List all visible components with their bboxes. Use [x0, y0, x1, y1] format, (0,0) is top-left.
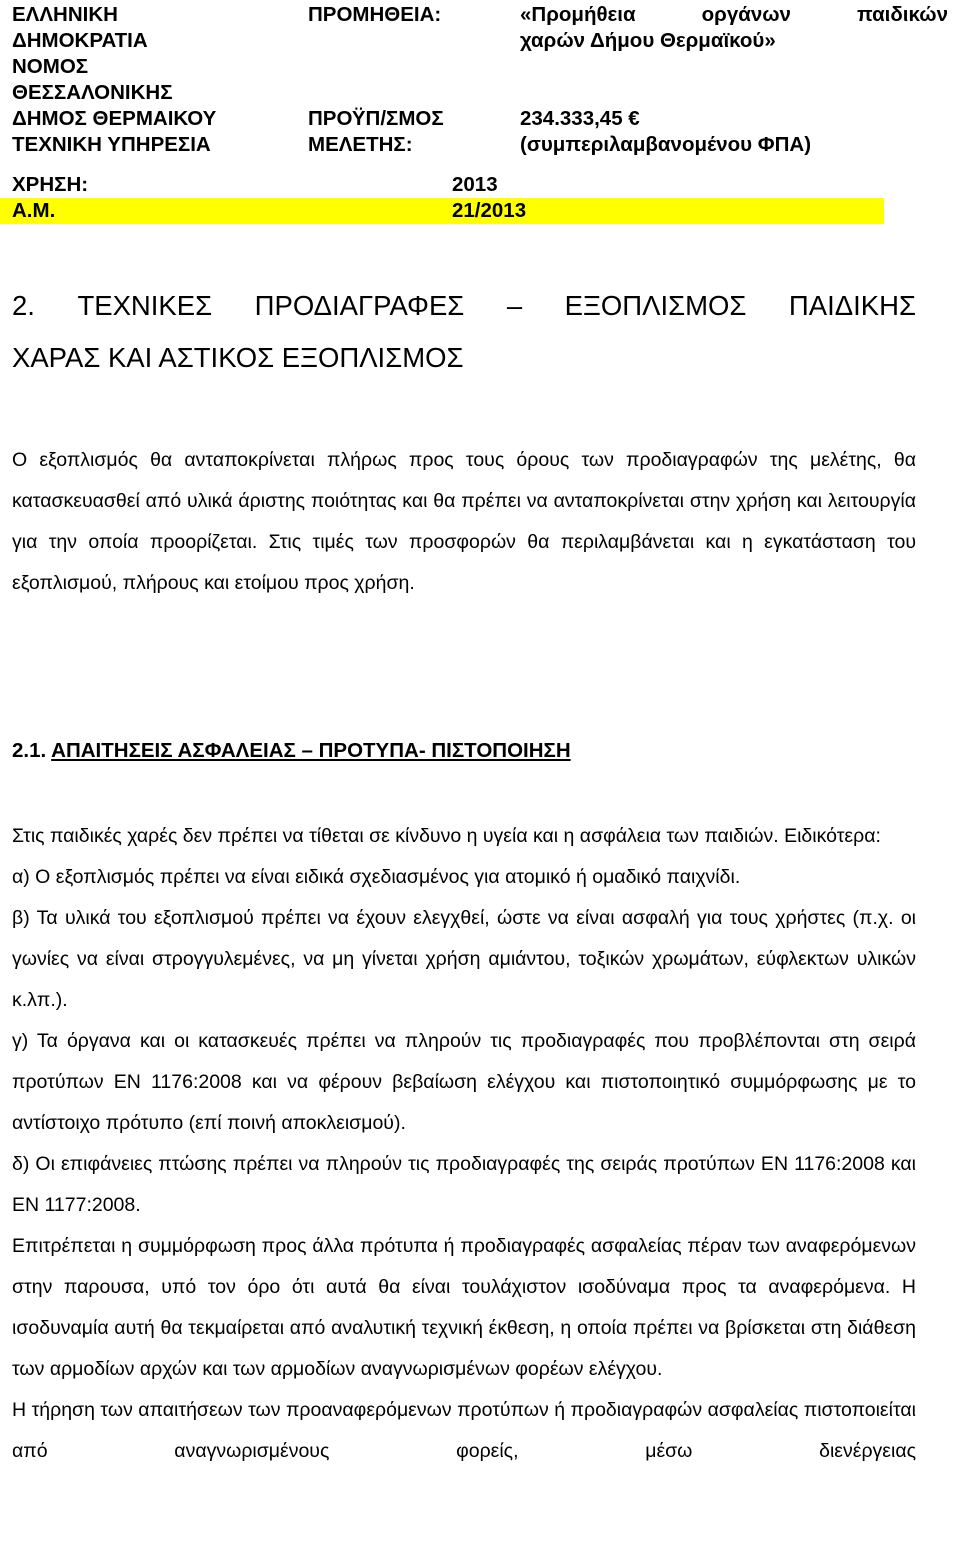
intro-paragraph: [12, 440, 916, 604]
header-row-4: [12, 80, 948, 106]
subsection-title: ΑΠΑΙΤΗΣΕΙΣ ΑΣΦΑΛΕΙΑΣ – ΠΡΟΤΥΠΑ- ΠΙΣΤΟΠΟΙΗΣΗ: [51, 739, 571, 762]
am-value: 21/2013: [452, 199, 527, 222]
item-a: α) Ο εξοπλισμός πρέπει να είναι ειδικά σχεδιασμένος για ατομικό ή ομαδικό παιχνίδι.: [12, 866, 741, 888]
am-label: Α.Μ.: [12, 199, 56, 222]
item-c: γ) Τα όργανα και οι κατασκευές πρέπει να πληρούν τις προδιαγραφές που προβλέπονται στη σειρά προτύπων ΕΝ 1176:2008 και να φέρουν βεβαίωση ελέγχου και πιστοποιητικό συμμόρφωσης με το αντίστοιχο πρότυπο (επί ποινή αποκλεισμού).: [12, 1030, 916, 1134]
procurement-label: ΠΡΟΜΗΘΕΙΑ:: [308, 3, 442, 26]
item-d: δ) Οι επιφάνειες πτώσης πρέπει να πληρούν τις προδιαγραφές της σειράς προτύπων ΕΝ 1176:2008 και ΕΝ 1177:2008.: [12, 1153, 916, 1216]
country-label-2: ΔΗΜΟΚΡΑΤΙΑ: [12, 29, 148, 52]
header-row-3: [12, 54, 948, 80]
equivalence-paragraph: Επιτρέπεται η συμμόρφωση προς άλλα πρότυπα ή προδιαγραφές ασφαλείας πέραν των αναφερόμενων στην παρουσα, υπό τον όρο ότι αυτά θα είναι τουλάχιστον ισοδύναμα προς τα αναφερόμενα. Η ισοδυναμία αυτή θα τεκμαίρεται από αναλυτική τεχνική έκθεση, η οποία πρέπει να βρίσκεται στη διάθεση των αρμοδίων αρχών και των αρμοδίων αναγνωρισμένων φορέων ελέγχου.: [12, 1235, 916, 1380]
budget-label: ΠΡΟΫΠ/ΣΜΟΣ: [308, 107, 444, 130]
header-row-5: [12, 106, 948, 132]
intro-text: Ο εξοπλισμός θα ανταποκρίνεται πλήρως προς τους όρους των προδιαγραφών της μελέτης, θα κατασκευασθεί από υλικά άριστης ποιότητας και θα πρέπει να ανταποκρίνεται στην χρήση και λειτουργία για την οποία προορίζεται. Στις τιμές των προσφορών θα περιλαμβάνεται και η εγκατάσταση του εξοπλισμού, πλήρους και ετοίμου προς χρήση.: [12, 449, 916, 594]
procurement-title: «Προμήθεια οργάνων παιδικών: [520, 3, 948, 26]
year-value: 2013: [452, 173, 498, 196]
section-title-line-2: ΧΑΡΑΣ ΚΑΙ ΑΣΤΙΚΟΣ ΕΞΟΠΛΙΣΜΟΣ: [12, 342, 464, 373]
item-b: β) Τα υλικά του εξοπλισμού πρέπει να έχουν ελεγχθεί, ώστε να είναι ασφαλή για τους χρήστες (π.χ. οι γωνίες να είναι στρογγυλεμένες, να μη γίνεται χρήση αμιάντου, τοξικών χρωμάτων, εύφλεκτων υλικών κ.λπ.).: [12, 907, 916, 1011]
am-row-highlight: [0, 198, 884, 224]
country-label: ΕΛΛΗΝΙΚΗ: [12, 3, 118, 26]
header-row-6: [12, 132, 948, 158]
safety-intro: Στις παιδικές χαρές δεν πρέπει να τίθεται σε κίνδυνο η υγεία και η ασφάλεια των παιδιών. Ειδικότερα:: [12, 825, 881, 847]
subsection-heading: [12, 731, 571, 771]
technical-service: ΤΕΧΝΙΚΗ ΥΠΗΡΕΣΙΑ: [12, 133, 211, 156]
year-row: [12, 172, 948, 198]
study-label: ΜΕΛΕΤΗΣ:: [308, 133, 413, 156]
section-title: [12, 280, 916, 384]
subsection-number: 2.1.: [12, 739, 47, 762]
certification-paragraph: Η τήρηση των απαιτήσεων των προαναφερόμενων προτύπων ή προδιαγραφών ασφαλείας πιστοποιείται από αναγνωρισμένους φορείς, μέσω διενέργειας: [12, 1399, 916, 1462]
municipality-name: ΔΗΜΟΣ ΘΕΡΜΑΙΚΟΥ: [12, 107, 217, 130]
procurement-title-cont: χαρών Δήμου Θερμαϊκού»: [520, 29, 776, 52]
vat-note: (συμπεριλαμβανομένου ΦΠΑ): [520, 133, 812, 156]
budget-value: 234.333,45 €: [520, 107, 640, 130]
prefecture-name: ΘΕΣΣΑΛΟΝΙΚΗΣ: [12, 81, 173, 104]
year-label: ΧΡΗΣΗ:: [12, 173, 89, 196]
prefecture-label: ΝΟΜΟΣ: [12, 55, 89, 78]
safety-body: [12, 816, 916, 1472]
section-title-line-1: 2. ΤΕΧΝΙΚΕΣ ΠΡΟΔΙΑΓΡΑΦΕΣ – ΕΞΟΠΛΙΣΜΟΣ ΠΑΙΔΙΚΗΣ: [12, 290, 916, 321]
document-header: [12, 2, 948, 224]
header-row-1: [12, 2, 948, 28]
header-row-2: [12, 28, 948, 54]
